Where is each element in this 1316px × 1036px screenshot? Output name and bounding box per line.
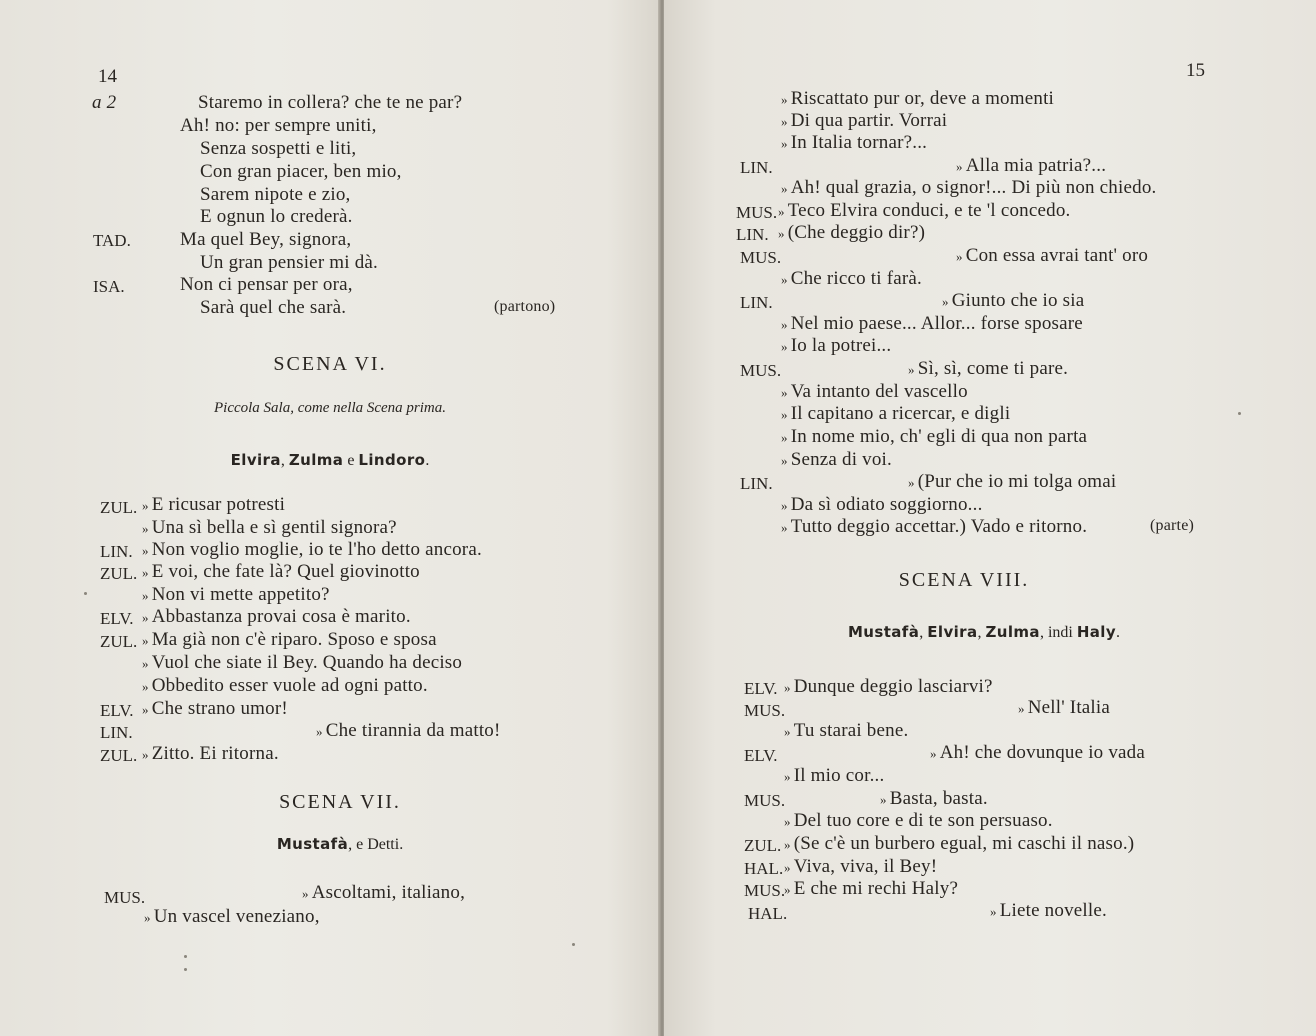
dialogue-line: » E ricusar potresti — [142, 494, 286, 515]
dialogue-line: » Che ricco ti farà. — [781, 268, 922, 289]
dialogue-line: » Il mio cor... — [784, 765, 885, 786]
character-name: Elvira — [927, 623, 978, 641]
dialogue-line: » Ma già non c'è riparo. Sposo e sposa — [142, 629, 437, 650]
character-name: Zulma — [985, 623, 1040, 641]
speaker-label: HAL. — [744, 859, 784, 878]
dialogue-line: » Giunto che io sia — [942, 290, 1085, 311]
paper-speck — [184, 955, 187, 958]
dialogue-text: Non vi mette appetito? — [151, 584, 330, 605]
scene-title: SCENA VII. — [279, 791, 401, 813]
scene-title: SCENA VI. — [273, 353, 387, 375]
dialogue-line: » E voi, che fate là? Quel giovinotto — [142, 561, 420, 582]
dialogue-text: Zitto. Ei ritorna. — [151, 743, 279, 764]
paper-speck — [1238, 412, 1241, 415]
speaker-label: ELV. — [100, 609, 134, 628]
page-number: 14 — [98, 66, 117, 87]
speaker-label: LIN. — [736, 225, 769, 244]
dialogue-line: » Viva, viva, il Bey! — [784, 856, 938, 877]
speaker-label: MUS. — [744, 881, 786, 900]
dialogue-text: Riscattato pur or, deve a momenti — [790, 88, 1055, 109]
verse-line: Ah! no: per sempre uniti, — [180, 115, 377, 136]
speaker-label: MUS. — [740, 248, 782, 267]
scene-setting: Piccola Sala, come nella Scena prima. — [213, 400, 447, 416]
verse-line: Sarà quel che sarà. — [200, 297, 347, 318]
dialogue-line: » Abbastanza provai cosa è marito. — [142, 606, 411, 627]
scene-characters — [0, 451, 660, 470]
speaker-label: LIN. — [740, 158, 773, 177]
dialogue-line: » Ah! che dovunque io vada — [930, 742, 1145, 763]
dialogue-line: » (Pur che io mi tolga omai — [908, 471, 1117, 492]
dialogue-line: » Che tirannia da matto! — [316, 720, 501, 741]
scene-title: SCENA VIII. — [898, 569, 1030, 591]
dialogue-text: Teco Elvira conduci, e te 'l concedo. — [787, 200, 1071, 221]
separator: e — [343, 452, 359, 469]
verse-line: Non ci pensar per ora, — [180, 274, 353, 295]
dialogue-text: Ah! qual grazia, o signor!... Di più non chiedo. — [790, 177, 1157, 198]
dialogue-line: » (Che deggio dir?) — [778, 222, 926, 243]
dialogue-line: » In nome mio, ch' egli di qua non parta — [781, 426, 1088, 447]
speaker-label: MUS. — [104, 888, 146, 907]
dialogue-text: Vuol che siate il Bey. Quando ha deciso — [151, 652, 463, 673]
stage-direction: (parte) — [1150, 517, 1195, 534]
speaker-label: MUS. — [736, 203, 778, 222]
dialogue-text: Che tirannia da matto! — [325, 720, 501, 741]
scene-characters — [0, 835, 660, 854]
separator: , e Detti. — [348, 836, 404, 853]
stage-direction: (partono) — [494, 298, 556, 315]
dialogue-text: Di qua partir. Vorrai — [790, 110, 948, 131]
speaker-label: LIN. — [740, 293, 773, 312]
dialogue-text: Una sì bella e sì gentil signora? — [151, 517, 397, 538]
dialogue-line: » Sì, sì, come ti pare. — [908, 358, 1069, 379]
dialogue-line: » Liete novelle. — [990, 900, 1107, 921]
character-name: Mustafà — [276, 835, 349, 853]
right-page — [664, 0, 1316, 1036]
dialogue-text: Viva, viva, il Bey! — [793, 856, 938, 877]
character-name: Haly — [1076, 623, 1117, 641]
verse-line: Senza sospetti e liti, — [200, 138, 357, 159]
verse-line: Sarem nipote e zio, — [200, 184, 351, 205]
dialogue-text: Obbedito esser vuole ad ogni patto. — [151, 675, 428, 696]
character-name: Mustafà — [847, 623, 920, 641]
speaker-label: LIN. — [100, 542, 133, 561]
separator: . — [425, 452, 430, 469]
dialogue-text: E voi, che fate là? Quel giovinotto — [151, 561, 420, 582]
a2-marker: a 2 — [92, 92, 117, 113]
speaker-label: TAD. — [93, 231, 131, 250]
character-name: Zulma — [288, 451, 344, 469]
scene-characters — [664, 623, 1304, 642]
character-name: Elvira — [230, 451, 281, 469]
dialogue-text: Il capitano a ricercar, e digli — [790, 403, 1011, 424]
paper-speck — [572, 943, 575, 946]
dialogue-line: » Un vascel veneziano, — [144, 906, 320, 927]
dialogue-line: » Nel mio paese... Allor... forse sposare — [781, 313, 1083, 334]
verse-line: Staremo in collera? che te ne par? — [198, 92, 463, 113]
dialogue-line: » Di qua partir. Vorrai — [781, 110, 948, 131]
dialogue-line: » Zitto. Ei ritorna. — [142, 743, 279, 764]
dialogue-line: » Con essa avrai tant' oro — [956, 245, 1149, 266]
separator: , — [280, 452, 289, 469]
dialogue-text: E che mi rechi Haly? — [793, 878, 959, 899]
paper-speck — [84, 592, 87, 595]
dialogue-text: Nel mio paese... Allor... forse sposare — [790, 313, 1083, 334]
dialogue-text: Io la potrei... — [790, 335, 892, 356]
verse-line: E ognun lo crederà. — [200, 206, 353, 227]
speaker-label: ELV. — [744, 679, 778, 698]
character-name: Lindoro — [358, 451, 426, 469]
dialogue-text: Un vascel veneziano, — [153, 906, 320, 927]
dialogue-line: » Teco Elvira conduci, e te 'l concedo. — [778, 200, 1071, 221]
separator: , — [977, 624, 986, 641]
dialogue-text: In nome mio, ch' egli di qua non parta — [790, 426, 1088, 447]
dialogue-text: Da sì odiato soggiorno... — [790, 494, 983, 515]
dialogue-line: » E che mi rechi Haly? — [784, 878, 959, 899]
verse-line: Un gran pensier mi dà. — [200, 252, 378, 273]
speaker-label: LIN. — [740, 474, 773, 493]
dialogue-text: Con essa avrai tant' oro — [965, 245, 1149, 266]
dialogue-text: Ah! che dovunque io vada — [939, 742, 1145, 763]
speaker-label: ISA. — [93, 277, 125, 296]
dialogue-line: » Vuol che siate il Bey. Quando ha deciso — [142, 652, 463, 673]
dialogue-text: Nell' Italia — [1027, 697, 1111, 718]
dialogue-line: » In Italia tornar?... — [781, 132, 928, 153]
dialogue-text: Non voglio moglie, io te l'ho detto ancora. — [151, 539, 482, 560]
dialogue-text: E ricusar potresti — [151, 494, 286, 515]
speaker-label: ZUL. — [100, 632, 138, 651]
dialogue-text: (Che deggio dir?) — [787, 222, 926, 243]
separator: , indi — [1039, 624, 1077, 641]
dialogue-line: » Il capitano a ricercar, e digli — [781, 403, 1011, 424]
speaker-label: ZUL. — [100, 746, 138, 765]
dialogue-line: » Alla mia patria?... — [956, 155, 1107, 176]
dialogue-text: (Se c'è un burbero egual, mi caschi il naso.) — [793, 833, 1135, 854]
dialogue-text: Che strano umor! — [151, 698, 288, 719]
verse-line: Ma quel Bey, signora, — [180, 229, 352, 250]
dialogue-line: » Ah! qual grazia, o signor!... Di più non chiedo. — [781, 177, 1157, 198]
dialogue-text: Alla mia patria?... — [965, 155, 1107, 176]
dialogue-line: » Obbedito esser vuole ad ogni patto. — [142, 675, 428, 696]
dialogue-text: Tutto deggio accettar.) Vado e ritorno. — [790, 516, 1088, 537]
dialogue-text: Abbastanza provai cosa è marito. — [151, 606, 411, 627]
dialogue-text: Ascoltami, italiano, — [311, 882, 466, 903]
dialogue-text: Giunto che io sia — [951, 290, 1085, 311]
speaker-label: HAL. — [748, 904, 788, 923]
dialogue-line: » Tu starai bene. — [784, 720, 909, 741]
page-number: 15 — [1186, 60, 1205, 81]
dialogue-line: » Tutto deggio accettar.) Vado e ritorno. — [781, 516, 1088, 537]
speaker-label: MUS. — [744, 701, 786, 720]
dialogue-text: Basta, basta. — [889, 788, 988, 809]
dialogue-text: Che ricco ti farà. — [790, 268, 922, 289]
separator: . — [1116, 624, 1121, 641]
speaker-label: LIN. — [100, 723, 133, 742]
dialogue-text: Senza di voi. — [790, 449, 892, 470]
dialogue-line: » Nell' Italia — [1018, 697, 1111, 718]
dialogue-line: » Dunque deggio lasciarvi? — [784, 676, 993, 697]
dialogue-line: » Ascoltami, italiano, — [302, 882, 466, 903]
speaker-label: MUS. — [740, 361, 782, 380]
dialogue-line: » Basta, basta. — [880, 788, 988, 809]
dialogue-line: » Che strano umor! — [142, 698, 288, 719]
dialogue-text: Tu starai bene. — [793, 720, 909, 741]
verse-line: Con gran piacer, ben mio, — [200, 161, 402, 182]
paper-speck — [184, 968, 187, 971]
dialogue-text: Il mio cor... — [793, 765, 885, 786]
speaker-label: ELV. — [744, 746, 778, 765]
speaker-label: MUS. — [744, 791, 786, 810]
separator: , — [919, 624, 928, 641]
dialogue-text: Va intanto del vascello — [790, 381, 968, 402]
dialogue-line: » Da sì odiato soggiorno... — [781, 494, 983, 515]
dialogue-line: » Io la potrei... — [781, 335, 892, 356]
speaker-label: ELV. — [100, 701, 134, 720]
dialogue-line: » Va intanto del vascello — [781, 381, 968, 402]
dialogue-text: Sì, sì, come ti pare. — [917, 358, 1069, 379]
dialogue-text: (Pur che io mi tolga omai — [917, 471, 1117, 492]
dialogue-text: Del tuo core e di te son persuaso. — [793, 810, 1053, 831]
dialogue-text: Ma già non c'è riparo. Sposo e sposa — [151, 629, 437, 650]
speaker-label: ZUL. — [744, 836, 782, 855]
speaker-label: ZUL. — [100, 564, 138, 583]
dialogue-line: » (Se c'è un burbero egual, mi caschi il naso.) — [784, 833, 1135, 854]
dialogue-text: Dunque deggio lasciarvi? — [793, 676, 993, 697]
dialogue-line: » Del tuo core e di te son persuaso. — [784, 810, 1053, 831]
dialogue-line: » Non voglio moglie, io te l'ho detto ancora. — [142, 539, 482, 560]
speaker-label: ZUL. — [100, 498, 138, 517]
dialogue-line: » Senza di voi. — [781, 449, 892, 470]
dialogue-line: » Non vi mette appetito? — [142, 584, 330, 605]
dialogue-line: » Riscattato pur or, deve a momenti — [781, 88, 1055, 109]
dialogue-text: Liete novelle. — [999, 900, 1107, 921]
dialogue-text: In Italia tornar?... — [790, 132, 928, 153]
dialogue-line: » Una sì bella e sì gentil signora? — [142, 517, 397, 538]
